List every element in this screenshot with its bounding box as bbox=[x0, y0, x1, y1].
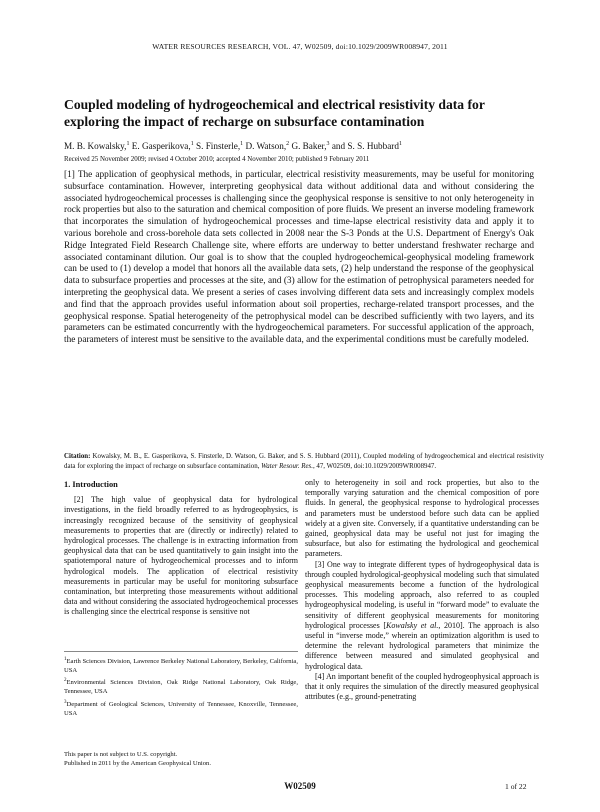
footnote-text: Earth Sciences Division, Lawrence Berkeley National Laboratory, Berkeley, California, USA bbox=[64, 658, 298, 674]
footnote-text: Department of Geological Sciences, University of Tennessee, Knoxville, Tennessee, USA bbox=[64, 700, 298, 717]
abstract-text: The application of geophysical methods, in particular, electrical resistivity measurements, may be useful for monitoring subsurface contamination. However, interpreting geophysical data without additional data and without considering the associated hydrogeochemical processes is challenging since the geophysical response is sensitive to not only heterogeneity in rock properties but also to the saturation and chemical composition of pore fluids. We present an inverse modeling framework that incorporates the simulation of hydrogeochemical processes and time-lapse electrical resistivity data and apply it to various borehole and cross-borehole data sets collected in 2008 near the S-3 Ponds at the U.S. Department of Energy's Oak Ridge Integrated Field Research Challenge site, where efforts are underway to better understand freshwater recharge and associated contaminant dilution. Our goal is to show that the coupled hydrogeochemical-geophysical modeling framework can be used to (1) develop a model that honors all the available data sets, (2) help understand the response of the geophysical data to subsurface properties and processes at the site, and (3) allow for the estimation of petrophysical parameters needed for interpreting the geophysical data. We present a series of cases involving different data sets and increasingly complex models and find that the approach provides useful information about soil properties, recharge-related transport processes, and the geophysical response. Spatial heterogeneity of the petrophysical model can be described sufficiently with two layers, and its parameters can be estimated concurrently with the hydrogeochemical parameters. For successful application of the approach, the parameters of interest must be sensitive to the available data, and the experimental conditions must be carefully modeled. bbox=[64, 170, 534, 346]
affiliation-footnotes bbox=[64, 656, 298, 720]
page-number: 1 of 22 bbox=[505, 782, 527, 791]
footnote-divider bbox=[64, 651, 298, 652]
affiliation-mark: 1 bbox=[240, 141, 244, 147]
footnote bbox=[64, 699, 298, 718]
author-name: G. Baker, bbox=[291, 141, 327, 152]
body-paragraph: only to heterogeneity in soil and rock properties, but also to the temporally varying saturation and the chemical composition of pore fluids. In general, the geophysical response to hydrological processes and parameters must be understood before such data can be applied widely at a given site. Conversely, if a quantitative understanding can be gained, geophysical data may be useful not just for imaging the subsurface, but also for estimating the hydrological and geochemical parameters. bbox=[305, 478, 539, 559]
author-name: M. B. Kowalsky, bbox=[64, 141, 127, 152]
paragraph-text: [3] One way to integrate different types of hydrogeophysical data is through coupled hydrological-geophysical modeling such that simulated geophysical measurements become a function of the hydrological processes. This modeling approach, also referred to as coupled hydrogeophysical modeling, is useful in “forward mode” to evaluate the sensitivity of different geophysical measurements for monitoring hydrological processes [ bbox=[305, 559, 539, 630]
right-column bbox=[305, 478, 539, 702]
notice-line: Published in 2011 by the American Geophysical Union. bbox=[64, 760, 211, 767]
author-name: and S. S. Hubbard bbox=[331, 141, 399, 152]
footnote bbox=[64, 656, 298, 675]
affiliation-mark: 1 bbox=[126, 141, 130, 147]
author-list bbox=[64, 138, 544, 152]
received-dates: Received 25 November 2009; revised 4 October 2010; accepted 4 November 2010; published 9 February 2011 bbox=[64, 156, 370, 163]
inline-citation: Kowalsky et al. bbox=[386, 620, 439, 630]
affiliation-mark: 3 bbox=[326, 141, 330, 147]
author-name: S. Finsterle, bbox=[195, 141, 241, 152]
footnote-mark: 1 bbox=[64, 657, 67, 662]
citation-text: Kowalsky, M. B., E. Gasperikova, S. Finsterle, D. Watson, G. Baker, and S. S. Hubbard (2011), Coupled modeling of hydrogeochemical and electrical resistivity data for exploring the impact of recharge on subsurface contamination, bbox=[64, 453, 544, 470]
author-name: D. Watson, bbox=[245, 141, 287, 152]
author-name: E. Gasperikova, bbox=[131, 141, 191, 152]
citation-tail: , 47, W02509, doi:10.1029/2009WR008947. bbox=[312, 463, 437, 470]
paragraph-text: , 2010]. The approach is also useful in “inverse mode,” wherein an optimization algorithm is used to determine the relevant hydrological parameters that minimize the difference between measured and simulated geophysical and hydrological data. bbox=[305, 620, 539, 671]
copyright-notice bbox=[64, 750, 298, 768]
left-column bbox=[64, 480, 298, 618]
paragraph-marker: [1] bbox=[64, 170, 75, 180]
body-paragraph: [4] An important benefit of the coupled hydrogeophysical approach is that it only requires the simulation of the directly measured geophysical attributes (e.g., ground-penetrating bbox=[305, 671, 539, 702]
affiliation-mark: 1 bbox=[190, 141, 194, 147]
footnote-mark: 2 bbox=[64, 678, 67, 684]
paper-title: Coupled modeling of hydrogeochemical and electrical resistivity data for exploring the impact of recharge on subsurface contamination bbox=[64, 97, 485, 129]
affiliation-mark: 1 bbox=[398, 141, 402, 147]
notice-line: This paper is not subject to U.S. copyright. bbox=[64, 751, 178, 758]
footnote bbox=[64, 677, 298, 696]
affiliation-mark: 2 bbox=[286, 141, 290, 147]
footnote-mark: 3 bbox=[64, 699, 67, 705]
section-heading: 1. Introduction bbox=[64, 480, 118, 489]
body-paragraph: [2] The high value of geophysical data for hydrological investigations, in the field broadly referred to as hydrogeophysics, is increasingly recognized because of the sensitivity of geophysical measurements to properties that are (directly or indirectly) related to hydrological processes. The challenge is in extracting information from geophysical data that can be used quantitatively to gain insight into the spatiotemporal nature of hydrogeochemical processes and to inform hydrological models. The application of electrical resistivity measurements in particular may be useful for monitoring subsurface contamination, but interpreting those measurements without additional data and without considering the associated hydrogeochemical processes is challenging since the electrical response is sensitive not bbox=[64, 495, 298, 617]
abstract bbox=[64, 170, 534, 347]
citation-journal: Water Resour. Res. bbox=[261, 463, 313, 470]
citation bbox=[64, 452, 544, 472]
body-paragraph bbox=[305, 560, 539, 672]
running-head: WATER RESOURCES RESEARCH, VOL. 47, W02509, doi:10.1029/2009WR008947, 2011 bbox=[152, 42, 448, 51]
citation-label: Citation: bbox=[64, 453, 91, 460]
footnote-text: Environmental Sciences Division, Oak Ridge National Laboratory, Oak Ridge, Tennessee, USA bbox=[64, 679, 298, 696]
article-code: W02509 bbox=[284, 781, 316, 791]
